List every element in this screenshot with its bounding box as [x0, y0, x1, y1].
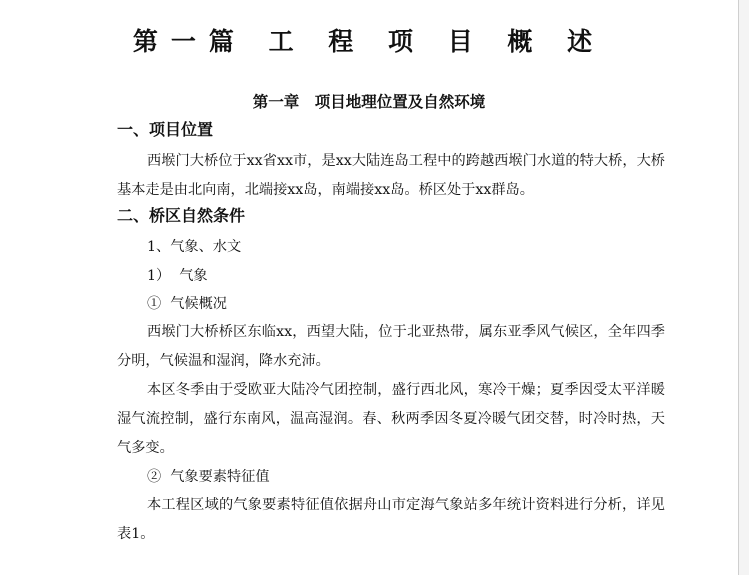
list-item-meteorology-hydrology: 1、气象、水文: [147, 239, 242, 255]
paragraph-climate-overview: 西堠门大桥桥区东临xx，西望大陆，位于北亚热带，属东亚季风气候区，全年四季分明，气候温和湿润，降水充沛。: [117, 324, 665, 369]
page-edge-divider: [738, 0, 749, 575]
paragraph-meteorological-values: 本工程区域的气象要素特征值依据舟山市定海气象站多年统计资料进行分析，详见表1。: [117, 497, 665, 542]
section-heading-project-location: 一、项目位置: [117, 120, 214, 139]
section-heading-natural-conditions: 二、桥区自然条件: [117, 206, 246, 225]
list-item-meteorological-values: ② 气象要素特征值: [147, 469, 270, 485]
list-item-climate-overview: ① 气候概况: [147, 296, 227, 312]
part-title: 第一篇 工 程 项 目 概 述: [132, 27, 606, 56]
chapter-title: 第一章 项目地理位置及自然环境: [252, 93, 486, 111]
paragraph-project-location: 西堠门大桥位于xx省xx市，是xx大陆连岛工程中的跨越西堠门水道的特大桥，大桥基本走是由北向南，北端接xx岛，南端接xx岛。桥区处于xx群岛。: [117, 153, 665, 198]
list-item-meteorology: 1） 气象: [147, 268, 208, 284]
paragraph-seasonal-climate: 本区冬季由于受欧亚大陆冷气团控制，盛行西北风，寒冷干燥；夏季因受太平洋暖湿气流控制，盛行东南风，温高湿润。春、秋两季因冬夏冷暖气团交替，时冷时热，天气多变。: [117, 382, 665, 456]
